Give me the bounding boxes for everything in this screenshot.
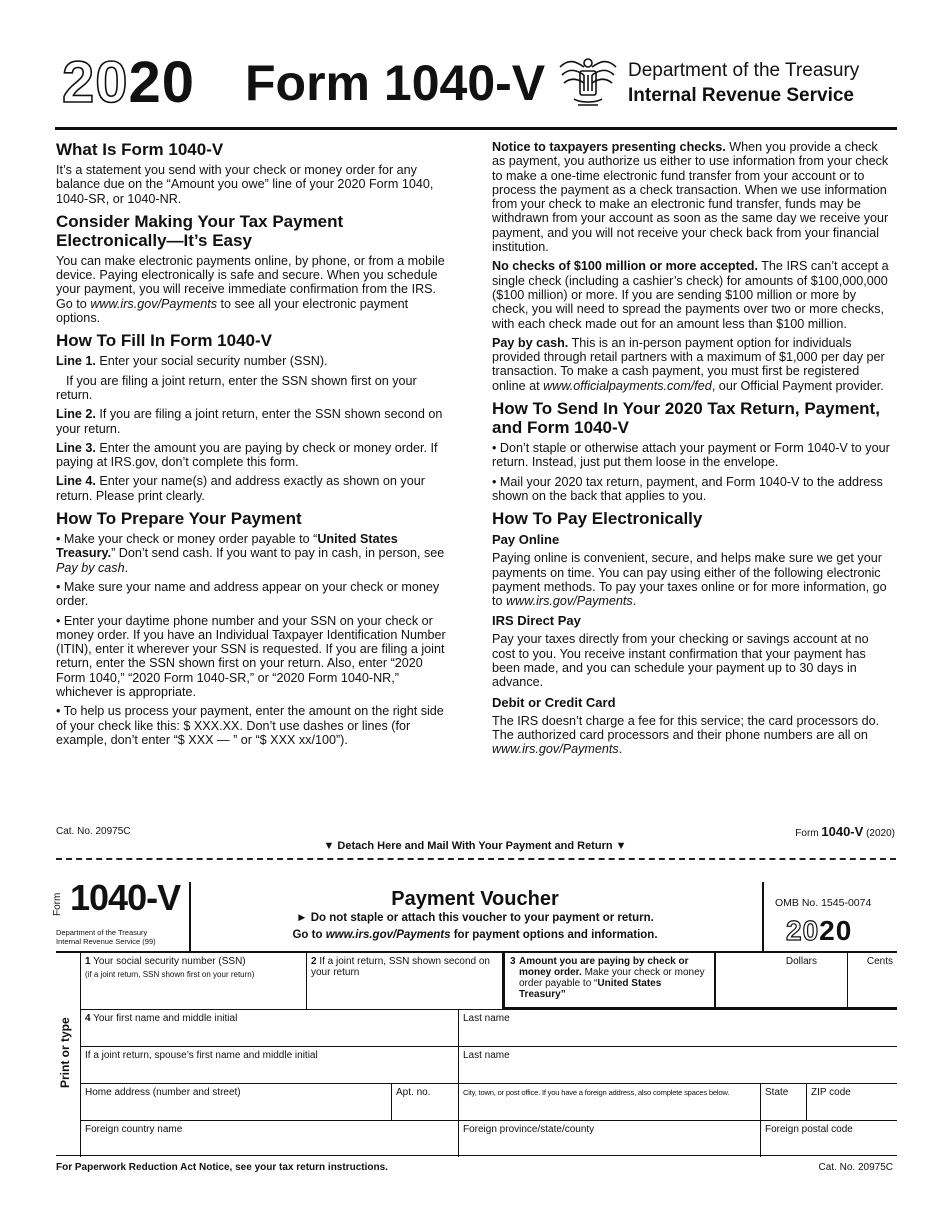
voucher-department: Department of the Treasury Internal Revenue Service (99)	[56, 928, 156, 946]
voucher-form-word: Form	[52, 892, 63, 916]
instructions-left-column	[56, 140, 452, 752]
payments-link[interactable]: www.irs.gov/Payments	[325, 929, 451, 941]
section-heading: How To Send In Your 2020 Tax Return, Payment, and Form 1040-V	[492, 399, 880, 438]
subheading: Pay Online	[492, 532, 560, 548]
amount-cents-field[interactable]: Cents	[847, 953, 897, 1009]
city-field[interactable]: City, town, or post office. If you have a foreign address, also complete spaces below.	[458, 1083, 760, 1120]
detach-instruction: ▼ Detach Here and Mail With Your Payment and Return ▼	[323, 840, 627, 852]
paragraph: No checks of $100 million or more accepted. The IRS can’t accept a single check (including a cashier’s check) for amounts of $100,000,000 ($100 million) or more. If you are sending $100 million or more by check, you will need to spread the payments over two or more checks, with each check made out for an amount less than $100 million.	[492, 259, 889, 331]
paragraph: Pay by cash. This is an in-person payment option for individuals provided through retail partners with a maximum of $1,000 per day per transaction. To make a cash payment, you must first be registered online at www.officialpayments.com/fed, our Official Payment provider.	[492, 335, 885, 393]
department-name: Department of the Treasury Internal Revenue Service	[628, 60, 860, 106]
section-heading: What Is Form 1040-V	[56, 140, 224, 159]
paragraph: The IRS doesn’t charge a fee for this service; the card processors do. The authorized card processors and their phone numbers are all on www.irs.gov/Payments.	[492, 713, 880, 757]
subheading: Debit or Credit Card	[492, 694, 616, 710]
form-title: Form 1040-V	[245, 55, 546, 111]
paragraph: Line 4. Enter your name(s) and address exactly as shown on your return. Please print clearly.	[56, 474, 425, 503]
spouse-ssn-field[interactable]: 2 If a joint return, SSN shown second on your return	[306, 953, 502, 1009]
payments-link[interactable]: www.irs.gov/Payments	[506, 594, 633, 609]
first-name-field[interactable]: 4 Your first name and middle initial	[80, 1009, 458, 1046]
payment-voucher-heading: Payment Voucher ► Do not staple or attach this voucher to your payment or return. Go to www.irs.gov/Payments for payment options and information.	[292, 888, 658, 941]
spouse-first-name-field[interactable]: If a joint return, spouse’s first name and middle initial	[80, 1046, 458, 1083]
irs-eagle-logo-icon	[556, 53, 620, 109]
section-heading: How To Prepare Your Payment	[56, 509, 302, 529]
section-heading: Consider Making Your Tax Payment Electronically—It’s Easy	[56, 211, 344, 250]
form-footer-id: Form 1040-V (2020)	[795, 824, 895, 839]
foreign-postal-code-field[interactable]: Foreign postal code	[760, 1120, 897, 1157]
paperwork-reduction-notice: For Paperwork Reduction Act Notice, see your tax return instructions.	[56, 1162, 388, 1173]
home-address-field[interactable]: Home address (number and street)	[80, 1083, 391, 1120]
header-rule	[55, 127, 897, 130]
paragraph: Notice to taxpayers presenting checks. When you provide a check as payment, you authorize us either to use information from your check to make a one-time electronic fund transfer from your account or to process the payment as a check transaction. When we use information from your check to make an electronic fund transfer, funds may be withdrawn from your account as soon as the same day we receive your payment, and you will not receive your check back from your financial institution.	[492, 140, 889, 255]
voucher-form-name: 1040-V	[70, 877, 181, 918]
payments-link[interactable]: www.irs.gov/Payments	[90, 296, 217, 311]
divider	[762, 882, 764, 952]
spouse-last-name-field[interactable]: Last name	[458, 1046, 897, 1083]
paragraph: Line 2. If you are filing a joint return, enter the SSN shown second on your return.	[56, 407, 443, 436]
apt-number-field[interactable]: Apt. no.	[391, 1083, 458, 1120]
paragraph: Line 3. Enter the amount you are paying by check or money order. If paying at IRS.gov, don’t complete this form.	[56, 440, 438, 470]
bullet-item: • Don’t staple or otherwise attach your payment or Form 1040-V to your return. Instead, just put them loose in the envelope.	[492, 441, 890, 470]
amount-dollars-field[interactable]: Dollars	[714, 953, 847, 1009]
official-payments-link[interactable]: www.officialpayments.com/fed	[543, 378, 712, 393]
bullet-item: • Make your check or money order payable to “United States Treasury.” Don’t send cash. If you want to pay in cash, in person, see Pay by cash.	[56, 532, 445, 575]
detach-dashed-line	[56, 858, 896, 860]
section-heading: How To Fill In Form 1040-V	[56, 331, 272, 351]
paragraph: It’s a statement you send with your check or money order for any balance due on the “Amount you owe” line of your 2020 Form 1040, 1040-SR, or 1040-NR.	[56, 163, 434, 206]
bullet-item: • Mail your 2020 tax return, payment, and Form 1040-V to the address shown on the back that applies to you.	[492, 474, 883, 503]
voucher-form-grid	[56, 951, 897, 1156]
instructions-right-column	[492, 140, 894, 762]
print-or-type-label: Print or type	[58, 1017, 72, 1088]
payments-link[interactable]: www.irs.gov/Payments	[492, 742, 619, 757]
paragraph: Paying online is convenient, secure, and helps make sure we get your payments on time. You can pay using either of the following electronic payment methods. To pay your taxes online or for more information, go to www.irs.gov/Payments.	[492, 551, 887, 609]
foreign-province-field[interactable]: Foreign province/state/county	[458, 1120, 760, 1157]
state-field[interactable]: State	[760, 1083, 806, 1120]
catalog-number: Cat. No. 20975C	[56, 826, 131, 837]
bullet-item: • To help us process your payment, enter the amount on the right side of your check like this: $ XXX.XX. Don’t use dashes or lines (for example, don’t enter “$ XXX — ” or “$ XXX xx/100”).	[56, 704, 444, 747]
section-heading: How To Pay Electronically	[492, 509, 703, 529]
paragraph: Line 1. Enter your social security number (SSN).	[56, 354, 328, 369]
ssn-field[interactable]: 1 Your social security number (SSN) (if a joint return, SSN shown first on your return)	[80, 953, 306, 1009]
bullet-item: • Make sure your name and address appear on your check or money order.	[56, 579, 440, 609]
voucher-year: 2020	[786, 915, 853, 946]
amount-label-cell: 3 Amount you are paying by check or money order. Make your check or money order payable to “United States Treasury”	[502, 953, 714, 1009]
subheading: IRS Direct Pay	[492, 613, 581, 629]
foreign-country-field[interactable]: Foreign country name	[80, 1120, 458, 1157]
paragraph: You can make electronic payments online, by phone, or from a mobile device. Paying electronically is safe and secure. When you schedule your payment, you will receive immediate confirmation from the IRS. Go to www.irs.gov/Payments to see all your electronic payment options.	[56, 253, 445, 326]
catalog-number: Cat. No. 20975C	[818, 1162, 893, 1173]
zip-code-field[interactable]: ZIP code	[806, 1083, 897, 1120]
paragraph: If you are filing a joint return, enter the SSN shown first on your return.	[56, 373, 417, 402]
tax-year: 2020	[62, 50, 196, 115]
omb-number: OMB No. 1545-0074	[775, 897, 872, 909]
bullet-item: • Enter your daytime phone number and your SSN on your check or money order. If you have an Individual Taxpayer Identification Number (ITIN), enter it wherever your SSN is requested. If you are filing a joint return, enter the SSN shown first on your return. Also, enter “2020 Form 1040,” “2020 Form 1040-SR,” or “2020 Form 1040-NR,” whichever is appropriate.	[56, 613, 446, 700]
last-name-field[interactable]: Last name	[458, 1009, 897, 1046]
paragraph: Pay your taxes directly from your checking or savings account at no cost to you. You receive instant confirmation that your payment has been made, and you can schedule your payment up to 30 days in advance.	[492, 632, 869, 690]
